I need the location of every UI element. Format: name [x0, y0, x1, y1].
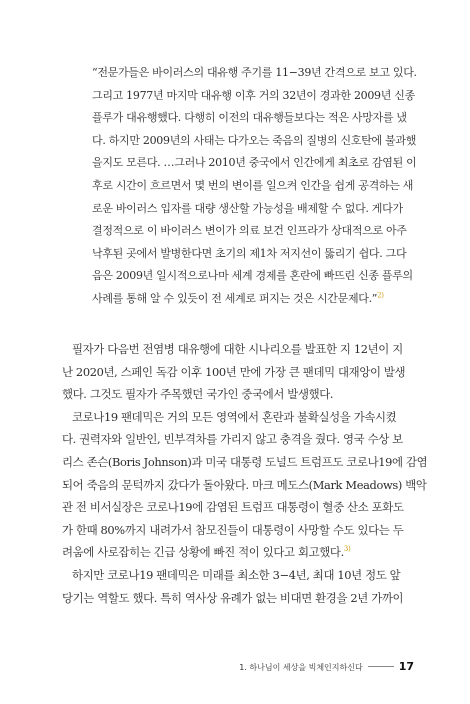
body-line: 난 2020년, 스페인 독감 이후 100년 만에 가장 큰 팬데믹 대재앙이 발생 — [62, 364, 406, 379]
footnote-marker: 2) — [377, 291, 384, 300]
body-line: 당기는 역할도 했다. 특히 역사상 유례가 없는 비대면 환경을 2년 가까이 — [62, 590, 404, 605]
page-footer — [239, 660, 414, 673]
quote-line: 그리고 1977년 마지막 대유행 이후 거의 32년이 경과한 2009년 신종 — [92, 88, 415, 102]
paragraph — [62, 338, 414, 406]
quote-line-last — [92, 288, 408, 311]
quote-line: 음은 2009년 일시적으로나마 세계 경제를 혼란에 빠뜨린 신종 플루의 — [92, 269, 413, 283]
body-line-text: 려움에 사로잡히는 긴급 상황에 빠진 적이 있다고 회고했다. — [62, 545, 344, 560]
quote-line: “전문가들은 바이러스의 대유행 주기를 11−39년 간격으로 보고 있다. — [92, 66, 417, 79]
page-number: 17 — [398, 660, 414, 673]
body-line: 되어 죽음의 문턱까지 갔다가 돌아왔다. 마크 메도스(Mark Meadows) 백악 — [62, 477, 427, 492]
body-text — [62, 338, 428, 609]
footnote-marker: 3) — [343, 545, 351, 554]
body-line-last — [62, 541, 414, 564]
body-line: 했다. 그것도 필자가 주목했던 국가인 중국에서 발생했다. — [62, 387, 334, 402]
quote-line: 다. 하지만 2009년의 사태는 다가오는 죽음의 질병의 신호탄에 불과했 — [92, 133, 417, 147]
running-chapter-title: 1. 하나님이 세상을 빅체인지하신다 — [239, 663, 363, 672]
quote-line: 후로 시간이 흐르면서 몇 번의 변이를 일으켜 인간을 쉽게 공격하는 새 — [92, 178, 414, 192]
paragraph — [62, 406, 428, 564]
quote-line: 낙후된 곳에서 발병한다면 초기의 제1차 저지선이 뚫리기 쉽다. 그다 — [92, 246, 407, 260]
body-line: 다. 권력자와 일반인, 빈부격차를 가리지 않고 충격을 줬다. 영국 수상 보 — [62, 432, 403, 447]
body-line: 필자가 다음번 전염병 대유행에 대한 시나리오를 발표한 지 12년이 지 — [72, 342, 403, 356]
quote-line: 로운 바이러스 입자를 대량 생산할 가능성을 배제할 수 없다. 게다가 — [92, 201, 403, 215]
quote-line: 결정적으로 이 바이러스 변이가 의료 보건 인프라가 상대적으로 아주 — [92, 224, 407, 238]
quote-line-text: 사례를 통해 알 수 있듯이 전 세계로 퍼지는 것은 시간문제다.” — [92, 291, 378, 305]
body-line: 리스 존슨(Boris Johnson)과 미국 대통령 도널드 트럼프도 코로나19에 감염 — [62, 454, 428, 469]
quote-line: 플루가 대유행했다. 다행히 이전의 대유행들보다는 적은 사망자를 냈 — [92, 111, 407, 125]
block-quote — [92, 62, 417, 311]
body-line: 하지만 코로나19 팬데믹은 미래를 최소한 3−4년, 최대 10년 정도 앞 — [72, 567, 401, 582]
quote-line: 을지도 모른다. …그러나 2010년 중국에서 인간에게 최초로 감염된 이 — [92, 156, 417, 170]
body-line: 관 전 비서실장은 코로나19에 감염된 트럼프 대통령이 혈중 산소 포화도 — [62, 500, 404, 515]
paragraph — [62, 564, 414, 609]
body-line: 코로나19 팬데믹은 거의 모든 영역에서 혼란과 불확실성을 가속시켰 — [72, 409, 397, 424]
footer-divider — [368, 666, 394, 667]
body-line: 가 한때 80%까지 내려가서 참모진들이 대통령이 사망할 수도 있다는 두 — [62, 522, 404, 537]
